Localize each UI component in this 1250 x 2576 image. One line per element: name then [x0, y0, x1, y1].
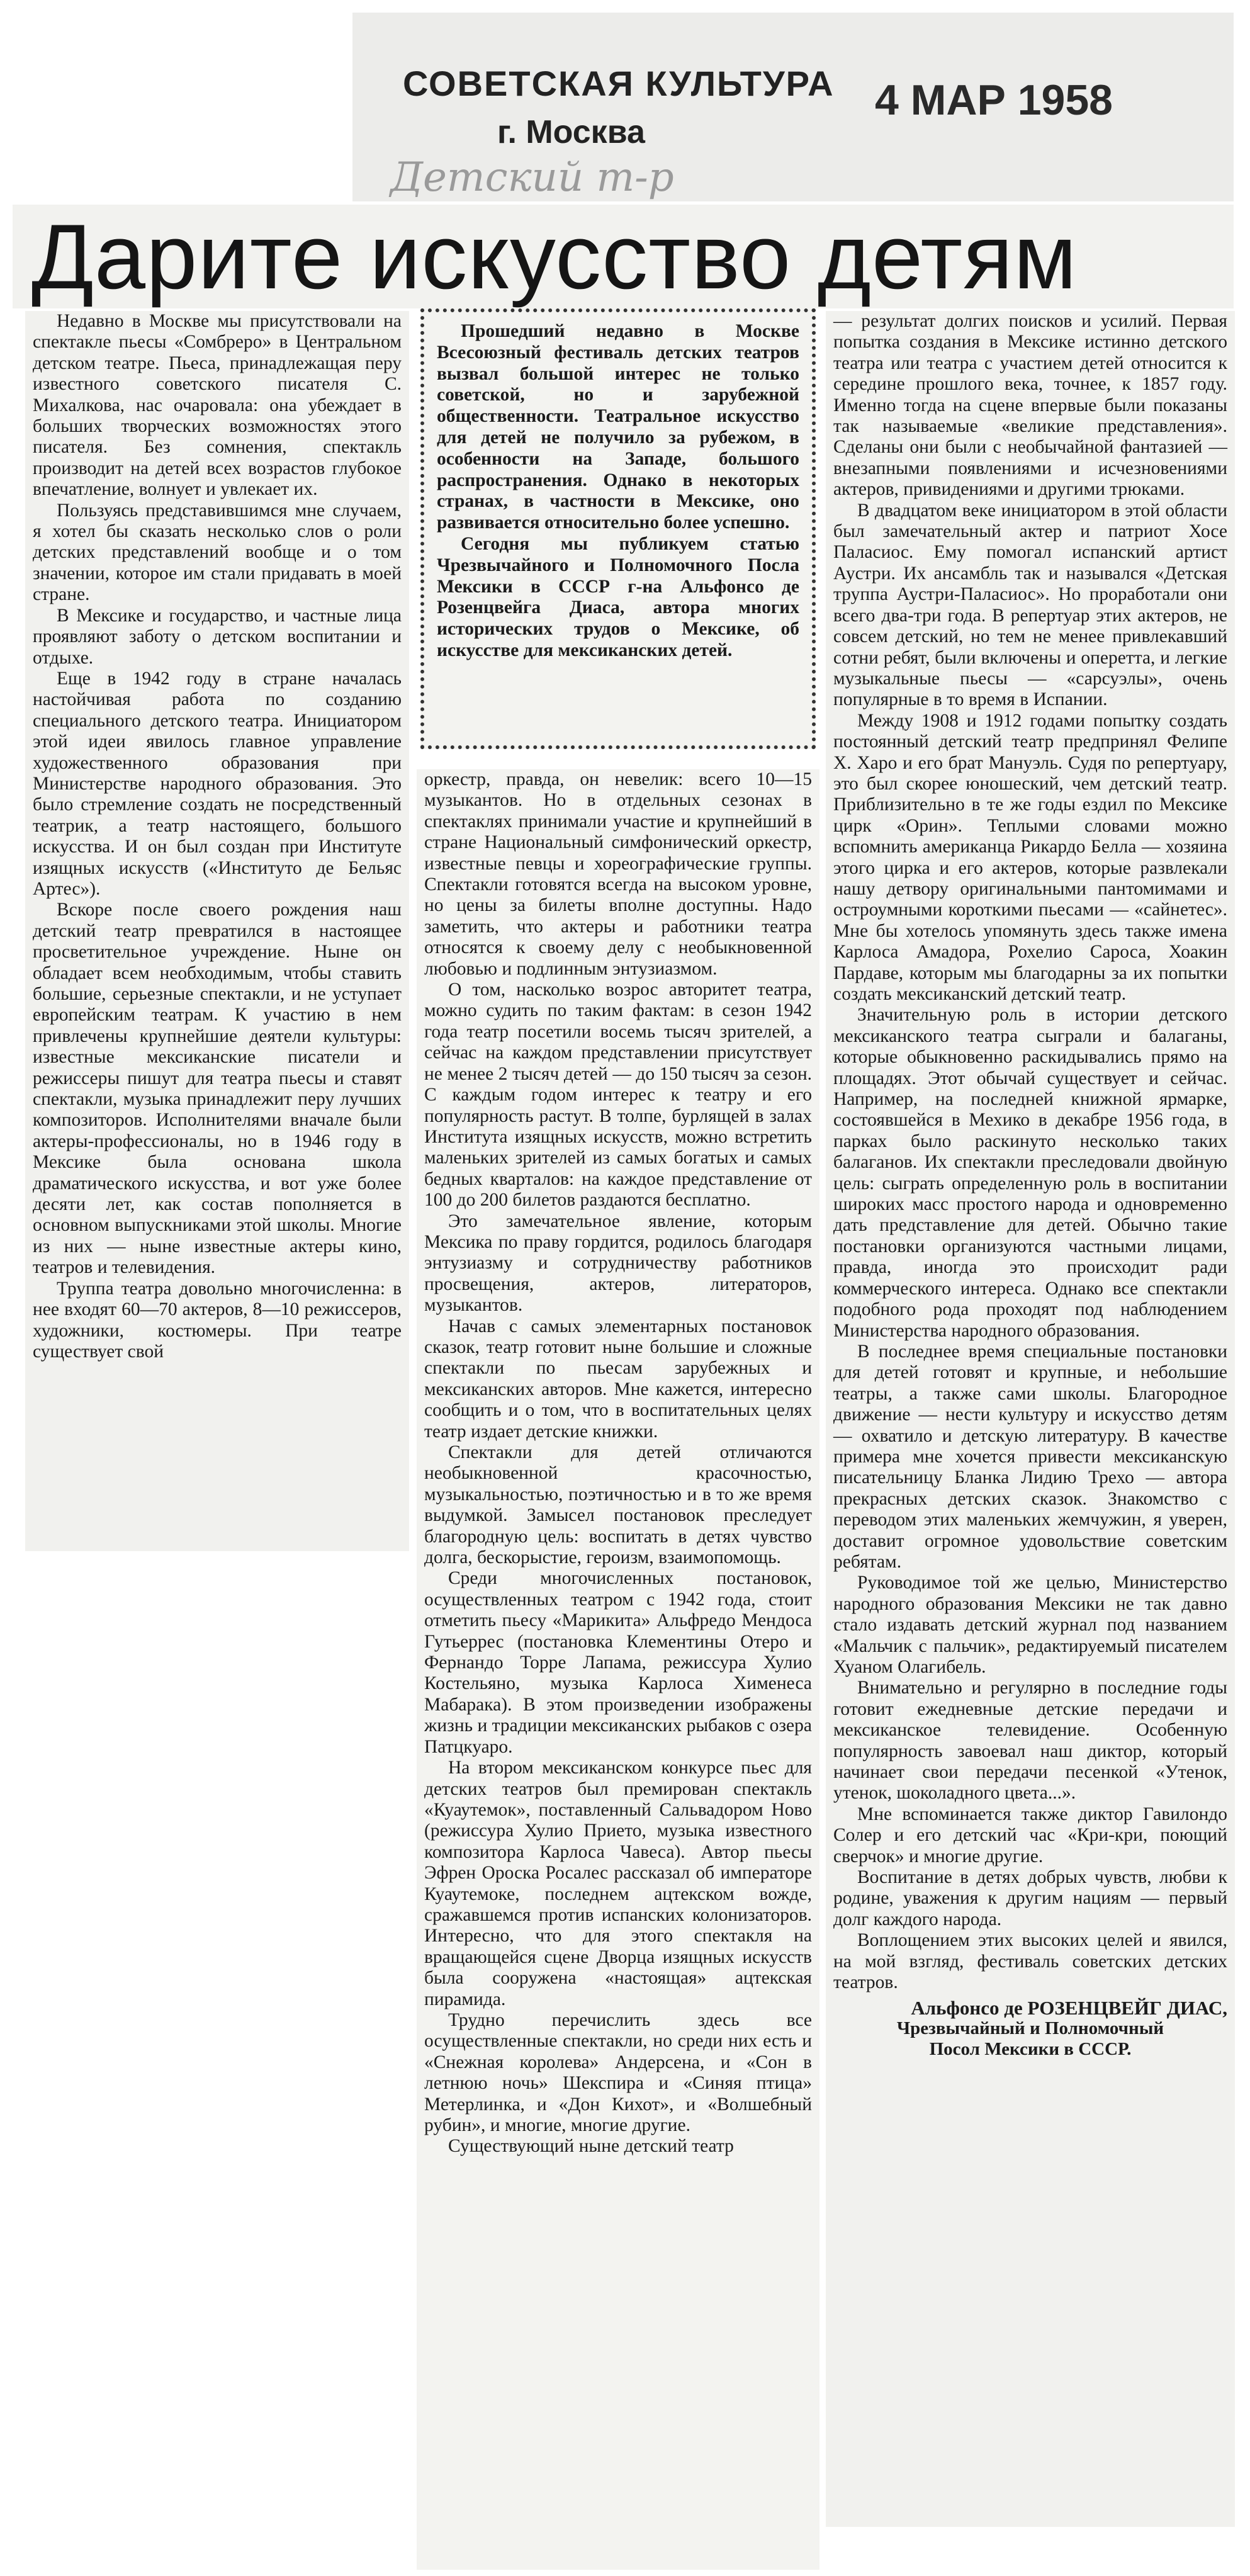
paragraph: Среди многочисленных постановок, осуществленных театром с 1942 года, стоит отметить пьесу «Марикита» Альфредо Мендоса Гутьеррес (постановка Клементины Отеро и Фернандо Торре Лапама, режиссура Хулио Костельяно, музыка Карлоса Хименеса Мабарака). В этом произведении изображены жизнь и традиции мексиканских рыбаков с озера Патцкуаро.: [424, 1568, 812, 1757]
paragraph: Еще в 1942 году в стране началась настойчивая работа по созданию специального детского театра. Инициатором этой идеи явилось главное управление художественного образования при Министерстве народного образования. Это было стремление создать не посредственный театрик, а театр настоящего, большого искусства. И он был создан при Институте изящных искусств («Институто де Бельяс Артес»).: [33, 668, 402, 899]
paragraph: Трудно перечислить здесь все осуществленные спектакли, но среди них есть и «Снежная королева» Андерсена, и «Сон в летнюю ночь» Шекспира и «Синяя птица» Метерлинка, и «Дон Кихот», и «Волшебный рубин», и многие, многие другие.: [424, 2009, 812, 2135]
paragraph: Вскоре после своего рождения наш детский театр превратился в настоящее просветительное учреждение. Ныне он обладает всем необходимым, чтобы ставить большие, серьезные спектакли, и не уступает европейским театрам. К участию в нем привлечены крупнейшие деятели культуры: известные мексиканские писатели и режиссеры пишут для театра пьесы и ставят спектакли, музыка принадлежит перу лучших композиторов. Исполнителями вначале были актеры-профессионалы, но в 1946 году в Мексике была основана школа драматического искусства, и вот уже более десяти лет, как состав пополняется в основном выпускниками этой школы. Многие из них — ныне известные актеры кино, театров и телевидения.: [33, 900, 402, 1278]
paragraph: Руководимое той же целью, Министерство народного образования Мексики не так давно стало издавать детский журнал под названием «Мальчик с пальчик», редактируемый писателем Хуаном Олагибель.: [833, 1573, 1227, 1677]
article-column-3: [826, 311, 1235, 2527]
editorial-intro-box: [420, 308, 816, 749]
paragraph: Недавно в Москве мы присутствовали на спектакле пьесы «Сомбреро» в Центральном детском театре. Пьеса, принадлежащая перу известного советского писателя С. Михалкова, нас очаровала: она убеждает в больших творческих возможностях этого писателя. Без сомнения, спектакль производит на детей всех возрастов глубокое впечатление, волнует и увлекает их.: [33, 311, 402, 500]
paragraph: Между 1908 и 1912 годами попытку создать постоянный детский театр предпринял Фелипе Х. Харо и его брат Мануэль. Судя по репертуару, это был скорее юношеский, чем детский театр. Приблизительно в те же годы ездил по Мексике цирк «Орин». Теплыми словами можно вспомнить американца Рикардо Белла — хозяина этого цирка и его актеров, которые развлекали нашу детвору оригинальными пантомимами и остроумными короткими пьесами — «сайнетес». Мне бы хотелось упомянуть здесь также имена Карлоса Амадора, Рохелио Сароса, Хоакин Пардаве, которым мы благодарны за их попытки создать мексиканский детский театр.: [833, 710, 1227, 1004]
paragraph: Труппа театра довольно многочисленна: в нее входят 60—70 актеров, 8—10 режиссеров, художники, костюмеры. При театре существует свой: [33, 1278, 402, 1362]
newspaper-name: СОВЕТСКАЯ КУЛЬТУРА: [403, 64, 835, 103]
masthead: [352, 13, 1234, 201]
author-signature: [833, 1997, 1227, 2060]
paragraph: Пользуясь представившимся мне случаем, я хотел бы сказать несколько слов о роли детских представлений вообще и о том значении, которое им стали придавать в моей стране.: [33, 500, 402, 605]
paragraph: О том, насколько возрос авторитет театра, можно судить по таким фактам: в сезон 1942 года театр посетили восемь тысяч зрителей, а сейчас на каждом представлении присутствует не менее 2 тысяч детей — до 150 тысяч за сезон. С каждым годом интерес к театру и его популярность растут. В толпе, бурлящей в залах Института изящных искусств, можно встретить маленьких зрителей из самых богатых и самых бедных кварталов: на каждое представление от 100 до 200 билетов раздаются бесплатно.: [424, 980, 812, 1211]
intro-paragraph: Прошедший недавно в Москве Всесоюзный фестиваль детских театров вызвал большой интерес не только советской, но и зарубежной общественности. Театральное искусство для детей не получило за рубежом, в особенности на Западе, большого распространения. Однако в некоторых странах, в частности в Мексике, оно развивается относительно более успешно.: [437, 321, 799, 533]
handwritten-note: Детский т-р: [390, 154, 674, 201]
paragraph: В последнее время специальные постановки для детей готовят и крупные, и небольшие театры, а также сами школы. Благородное движение — нести культуру и искусство детям — охватило и детскую литературу. В качестве примера мне хочется привести мексиканскую писательницу Бланка Лидию Трехо — автора прекрасных детских сказок. Знакомство с переводом этих маленьких жемчужин, я уверен, доставит огромное удовольствие советским ребятам.: [833, 1341, 1227, 1572]
paragraph: оркестр, правда, он невелик: всего 10—15 музыкантов. Но в отдельных сезонах в спектаклях принимали участие и крупнейший в стране Национальный симфонический оркестр, известные певцы и хореографические группы. Спектакли готовятся всегда на высоком уровне, но цены за билеты вполне доступны. Надо заметить, что актеры и работники театра относятся к своему делу с необыкновенной любовью и подлинным энтузиазмом.: [424, 769, 812, 979]
article-column-2: [417, 769, 819, 2570]
newspaper-city: г. Москва: [497, 114, 645, 150]
paragraph: Мне вспоминается также диктор Гавилондо Солер и его детский час «Кри-кри, поющий сверчок» и многие другие.: [833, 1804, 1227, 1867]
paragraph: Воспитание в детях добрых чувств, любви к родине, уважения к другим нациям — первый долг каждого народа.: [833, 1867, 1227, 1929]
paragraph: Внимательно и регулярно в последние годы готовит ежедневные детские передачи и мексиканское телевидение. Особенную популярность завоевал наш диктор, который начинает свои передачи песенкой «Утенок, утенок, шоколадного цвета...».: [833, 1678, 1227, 1804]
author-post: Посол Мексики в СССР.: [929, 2039, 1132, 2060]
author-name: Альфонсо де РОЗЕНЦВЕЙГ ДИАС,: [911, 1996, 1227, 2019]
paragraph: В двадцатом веке инициатором в этой области был замечательный актер и патриот Хосе Паласиос. Ему помогал испанский артист Аустри. Их ансамбль так и назывался «Детская труппа Аустри-Паласиос». Но проработали они всего два-три года. В репертуар этих актеров, не совсем детский, но тем не менее привлекавший сотни ребят, были включены и оперетта, и легкие музыкальные пьесы — «сарсуэлы», очень популярные в то время в Испании.: [833, 500, 1227, 710]
paragraph: Существующий ныне детский театр: [448, 2136, 734, 2157]
paragraph: На втором мексиканском конкурсе пьес для детских театров был премирован спектакль «Куаутемок», поставленный Сальвадором Ново (режиссура Хулио Прието, музыка известного композитора Карлоса Чавеса). Автор пьесы Эфрен Ороска Росалес рассказал об императоре Куаутемоке, последнем ацтекском вожде, сражавшемся против испанских колонизаторов. Интересно, что для этого спектакля на вращающейся сцене Дворца изящных искусств была сооружена «настоящая» ацтекская пирамида.: [424, 1758, 812, 2009]
date-stamp: 4 МАР 1958: [875, 76, 1113, 124]
paragraph: Это замечательное явление, которым Мексика по праву гордится, родилось благодаря энтузиазму и сотрудничеству работников просвещения, актеров, литераторов, музыкантов.: [424, 1211, 812, 1316]
article-headline: Дарите искусство детям: [13, 205, 1234, 308]
intro-paragraph: Сегодня мы публикуем статью Чрезвычайного и Полномочного Посла Мексики в СССР г-на Альфонсо де Розенцвейга Диаса, автора многих исторических трудов о Мексике, об искусстве для мексиканских детей.: [437, 533, 799, 660]
article-column-1: [25, 311, 409, 1551]
paragraph: В Мексике и государство, и частные лица проявляют заботу о детском воспитании и отдыхе.: [33, 605, 402, 668]
paragraph: — результат долгих поисков и усилий. Первая попытка создания в Мексике истинно детского театра или театра с участием детей относится к середине прошлого века, точнее, к 1857 году. Именно тогда на сцене впервые были показаны так называемые «великие представления». Сделаны они были с необычайной фантазией — внезапными появлениями и исчезновениями актеров, привидениями и другими трюками.: [833, 311, 1227, 500]
paragraph: Спектакли для детей отличаются необыкновенной красочностью, музыкальностью, поэтичностью и в то же время выдумкой. Замысел постановок преследует благородную цель: воспитать в детях чувство долга, бескорыстие, героизм, взаимопомощь.: [424, 1442, 812, 1568]
author-post: Чрезвычайный и Полномочный: [896, 2018, 1164, 2038]
paragraph: Начав с самых элементарных постановок сказок, театр готовит ныне большие и сложные спектакли по пьесам зарубежных и мексиканских авторов. Мне кажется, интересно сообщить и о том, что в воспитательных целях театр издает детские книжки.: [424, 1316, 812, 1442]
paragraph: Воплощением этих высоких целей и явился, на мой взгляд, фестиваль советских детских театров.: [833, 1930, 1227, 1993]
paragraph: Значительную роль в истории детского мексиканского театра сыграли и балаганы, которые обыкновенно раскидывались прямо на площадях. Этот обычай существует и сейчас. Например, на последней книжной ярмарке, состоявшейся в Мехико в декабре 1956 года, в парках было раскинуто несколько таких балаганов. Их спектакли преследовали двойную цель: сыграть определенную роль в воспитании широких масс простого народа и одновременно дать представление для детей. Обычно такие постановки организуются частными лицами, правда, иногда это происходит ради коммерческого интереса. Однако все спектакли подобного рода проходят под наблюдением Министерства народного образования.: [833, 1005, 1227, 1341]
